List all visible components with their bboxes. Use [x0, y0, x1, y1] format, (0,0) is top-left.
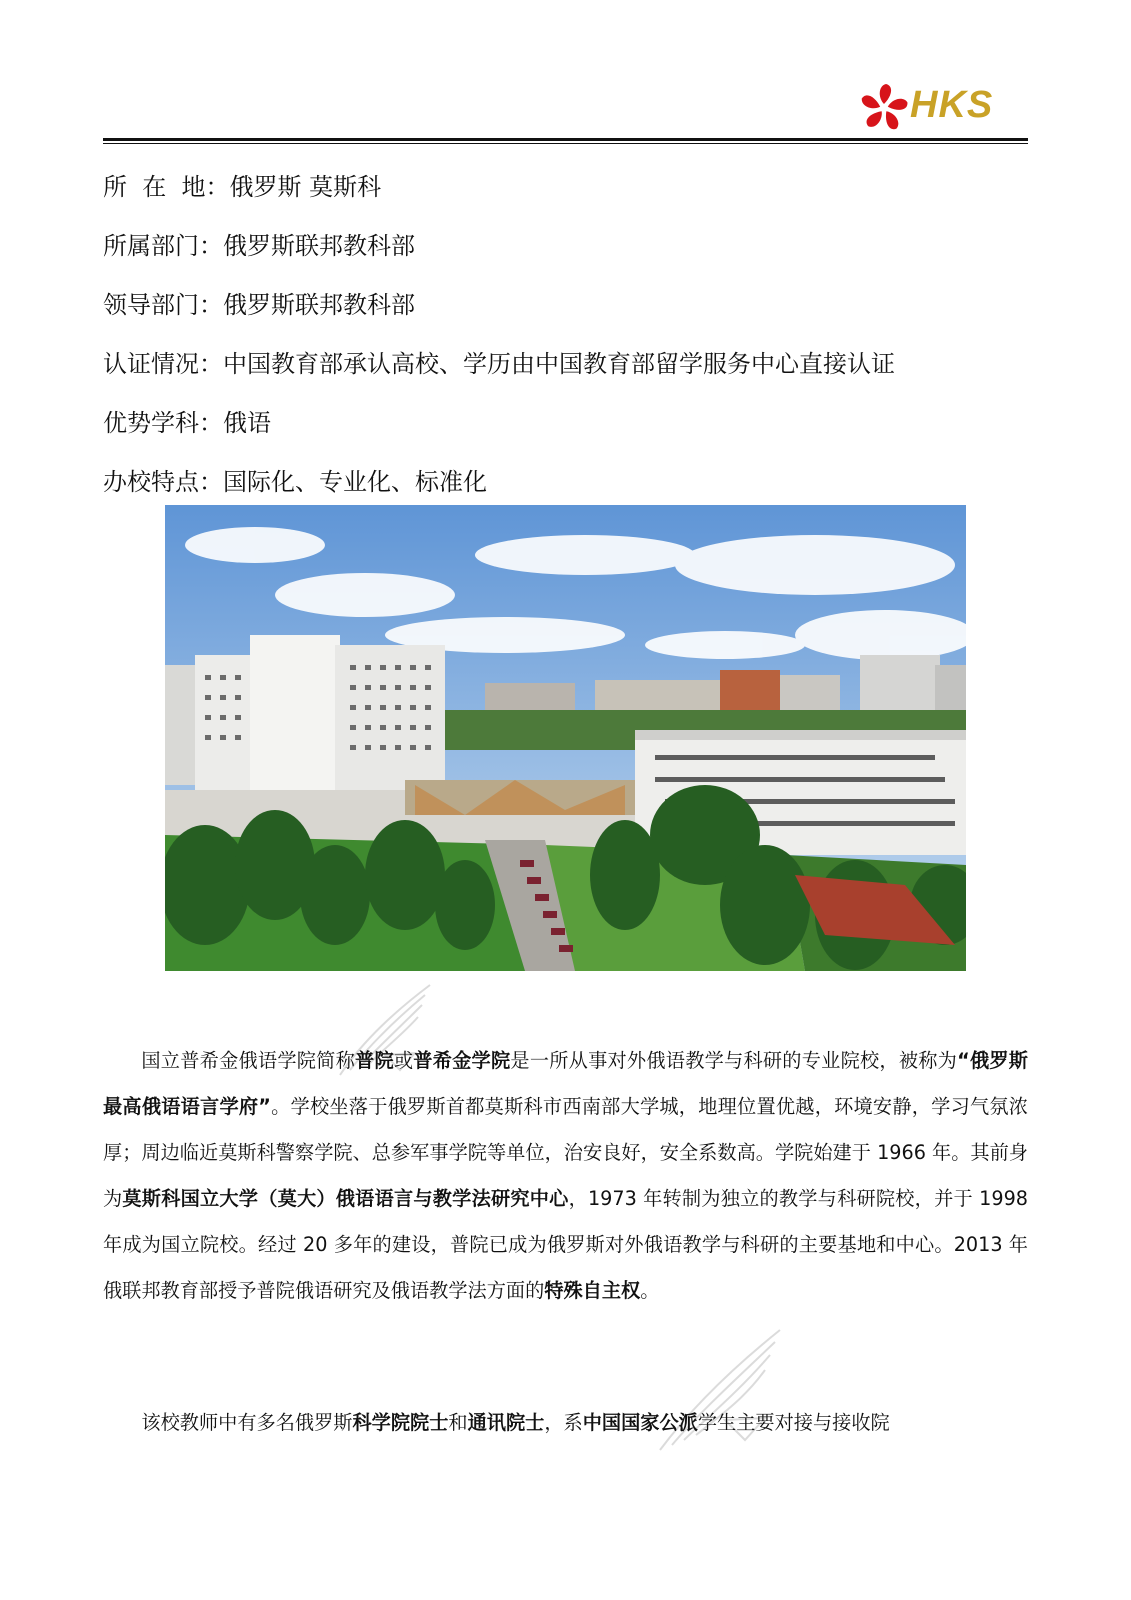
info-row-accreditation: [103, 332, 1028, 391]
header-rule-thin: [103, 143, 1028, 144]
intro-paragraph: [103, 1038, 1028, 1314]
para-bold: 莫斯科国立大学（莫大）俄语语言与教学法研究中心: [122, 1187, 569, 1210]
hks-logo: [858, 82, 1018, 134]
para-text: 该校教师中有多名俄罗斯: [141, 1411, 353, 1434]
logo-text: HKS: [910, 84, 994, 126]
info-value: 俄语: [223, 409, 271, 437]
info-label: 领导部门：: [103, 291, 223, 319]
info-value: 中国教育部承认高校、学历由中国教育部留学服务中心直接认证: [223, 350, 895, 378]
para-bold: 普院: [355, 1049, 394, 1072]
para-text: 是一所从事对外俄语教学与科研的专业院校，被称为: [510, 1049, 958, 1072]
para-bold: 特殊自主权: [544, 1279, 641, 1302]
info-label: 认证情况：: [103, 350, 223, 378]
para-bold: “俄罗斯最高俄语语言学府”: [103, 1049, 1028, 1118]
info-value: 国际化、专业化、标准化: [223, 468, 487, 496]
para-text: 国立普希金俄语学院简称: [141, 1049, 356, 1072]
para-text: 。学校坐落于俄罗斯首都莫斯科市西南部大学城，地理位置优越，环境安静，学习气氛浓厚；周边临近莫斯科警察学院、总参军事学院等单位，治安良好，安全系数高。学院始建于 1966 年。其前身为: [103, 1095, 1028, 1210]
info-label: 所 在 地：: [103, 173, 230, 201]
para-bold: 通讯院士: [467, 1411, 545, 1434]
info-row-features: [103, 450, 1028, 509]
para-text: 或: [393, 1049, 414, 1072]
info-value: 俄罗斯联邦教科部: [223, 232, 415, 260]
para-text: 和: [448, 1411, 468, 1434]
para-bold: 科学院院士: [352, 1411, 449, 1434]
para-text: 。: [640, 1279, 660, 1302]
para-text: ，系: [544, 1411, 583, 1434]
campus-photo: [165, 505, 966, 971]
info-label: 优势学科：: [103, 409, 223, 437]
info-row-location: [103, 155, 1028, 214]
info-value: 俄罗斯联邦教科部: [223, 291, 415, 319]
para-text: ，1973 年转制为独立的教学与科研院校，并于 1998 年成为国立院校。经过 20 多年的建设，普院已成为俄罗斯对外俄语教学与科研的主要基地和中心。2013 年俄联邦教育部授予普院俄语研究及俄语教学法方面的: [103, 1187, 1029, 1302]
info-row-department: [103, 214, 1028, 273]
faculty-paragraph: [103, 1400, 1028, 1446]
info-list: [103, 155, 1028, 509]
header-rule-thick: [103, 138, 1028, 141]
info-row-strengths: [103, 391, 1028, 450]
para-text: 学生主要对接与接收院: [697, 1411, 890, 1434]
bauhinia-flower-icon: [858, 82, 910, 134]
info-row-leadership: [103, 273, 1028, 332]
para-bold: 普希金学院: [413, 1049, 511, 1072]
info-label: 办校特点：: [103, 468, 223, 496]
para-bold: 中国国家公派: [582, 1411, 698, 1434]
info-value: 俄罗斯 莫斯科: [229, 173, 382, 201]
info-label: 所属部门：: [103, 232, 223, 260]
